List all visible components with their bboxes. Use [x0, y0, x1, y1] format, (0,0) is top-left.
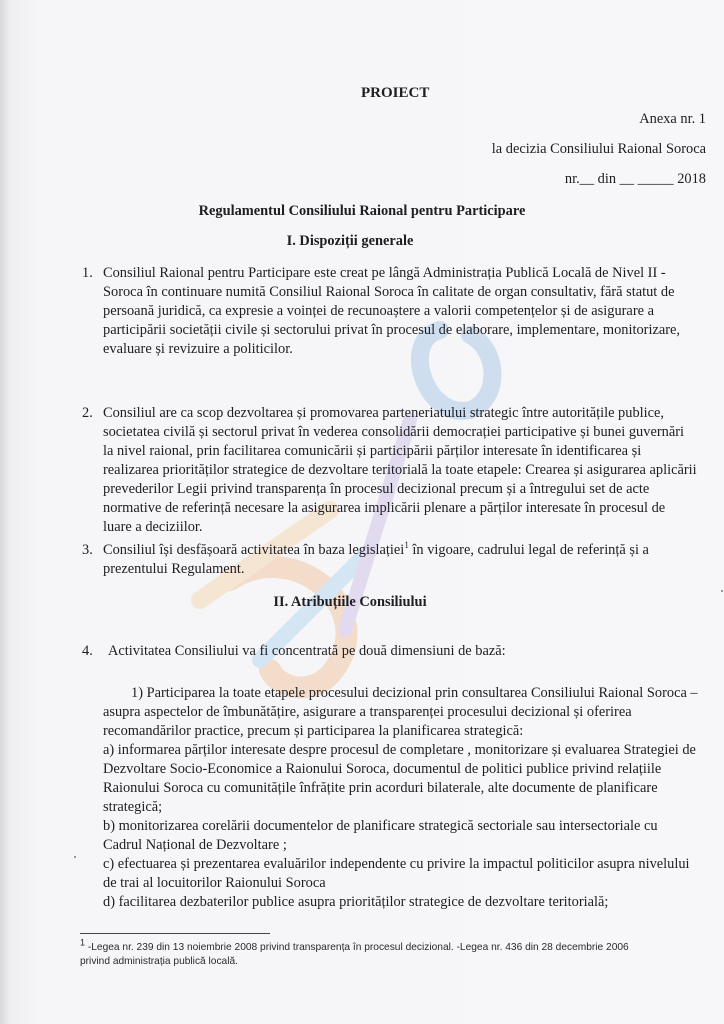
paragraph-line: la nivel raional, prin facilitarea comunicării și participării părților interesate în identificarea și [103, 443, 642, 459]
paragraph-line: recomandărilor practice, precum și participarea la planificarea strategică: [103, 723, 524, 739]
paragraph-line: persoană juridică, ca expresie a voinței de recunoaștere a valorii competențelor și de asigurare a [103, 303, 654, 319]
document-title: Regulamentul Consiliului Raional pentru Participare [198, 203, 526, 219]
paragraph-line: d) facilitarea dezbaterilor publice asupra priorităților strategice de dezvoltare teritorială; [103, 894, 609, 910]
paragraph-line: Dezvoltare Socio-Economice a Raionului Soroca, documentul de politici publice privind relațiile [103, 761, 662, 777]
page-shadow [0, 0, 10, 1024]
paragraph-number: 3. [82, 542, 93, 558]
section-heading-general: I. Dispoziții generale [286, 233, 414, 249]
footnote-mark: 1 [80, 937, 86, 948]
paragraph-number: 2. [82, 405, 93, 421]
footnote-separator [80, 933, 270, 934]
paragraph-number: 1. [82, 265, 93, 281]
footnote-text: -Legea nr. 239 din 13 noiembrie 2008 privind transparența în procesul decizional. -Legea nr. 436 din 28 decembrie 2006 [85, 942, 629, 953]
paragraph-line: Consiliul Raional pentru Participare este creat pe lângă Administrația Publică Locală de Nivel II - [103, 265, 666, 281]
paragraph-line: normative de referință necesare la asigurarea implicării plenare a părților interesate în procesul de [103, 500, 666, 516]
scan-speck [721, 590, 723, 592]
paragraph-line: a) informarea părților interesate despre procesul de completare , monitorizare și evaluarea Strategiei de [103, 742, 696, 758]
decision-number-date: nr.__ din __ _____ 2018 [564, 171, 706, 187]
footnote-line: privind administrația publică locală. [80, 956, 238, 967]
paragraph-text: Consiliul își desfășoară activitatea în baza legislației [103, 542, 405, 558]
paragraph-line: evaluare și revizuire a politicilor. [103, 341, 293, 357]
footnote-reference: 1 [404, 540, 409, 551]
scan-speck [74, 856, 76, 858]
paragraph-3 [103, 541, 715, 579]
paragraph-line: participării societății civile și sectorului privat în procesul de elaborare, implementare, monitorizare, [103, 322, 681, 338]
paragraph-line: societatea civilă și sectorul privat în vederea consolidării democrației participative și bunei guvernări [103, 424, 684, 440]
footnote [80, 937, 700, 969]
paragraph-line: Cadrul Național de Dezvoltare ; [103, 837, 287, 853]
section-heading-attributions: II. Atribuțiile Consiliului [273, 594, 427, 610]
paragraph-line: Consiliul are ca scop dezvoltarea și promovarea parteneriatului strategic între autoritățile publice, [103, 405, 665, 421]
paragraph-line: prevederilor Legii privind transparența în procesul decizional precum și a întregului set de acte [103, 481, 650, 497]
paragraph-line: 1) Participarea la toate etapele procesului decizional prin consultarea Consiliului Raional Soroca – [131, 685, 698, 701]
paragraph-line: strategică; [103, 799, 163, 815]
paragraph-1 [103, 264, 715, 359]
paragraph-line: Soroca în continuare numită Consiliul Raional Soroca în calitate de organ consultativ, fără statut de [103, 284, 675, 300]
paragraph-number: 4. [82, 643, 93, 659]
paragraph-line: c) efectuarea și prezentarea evaluărilor independente cu privire la impactul politicilor asupra nivelului [103, 856, 690, 872]
paragraph-line: Raionului Soroca cu comunitățile înfrățite prin acorduri bilaterale, alte documente de planificare [103, 780, 658, 796]
paragraph-line: realizarea priorităților strategice de dezvoltare teritorială la toate etapele: Crearea și asigurarea aplicării [103, 462, 697, 478]
paragraph-line: prezentului Regulament. [103, 561, 245, 577]
paragraph-4-body [103, 684, 715, 912]
paragraph-line: luare a deciziilor. [103, 519, 203, 535]
paragraph-2 [103, 404, 715, 537]
paragraph-text: în vigoare, cadrului legal de referință și a [408, 542, 649, 558]
document-status: PROIECT [361, 85, 430, 101]
paragraph-line: b) monitorizarea corelării documentelor de planificare strategică sectoriale sau intersectoriale cu [103, 818, 658, 834]
paragraph-line: de trai al locuitorilor Raionului Soroca [103, 875, 326, 891]
paragraph-line [103, 541, 715, 560]
paragraph-line: asupra aspectelor de îmbunătățire, asigurare a transparenței procesului decizional și oferirea [103, 704, 632, 720]
paragraph-4-intro: Activitatea Consiliului va fi concentrată pe două dimensiuni de bază: [108, 643, 506, 659]
decision-reference: la decizia Consiliului Raional Soroca [491, 141, 706, 157]
footnote-line [80, 937, 700, 955]
annex-number: Anexa nr. 1 [639, 111, 706, 127]
